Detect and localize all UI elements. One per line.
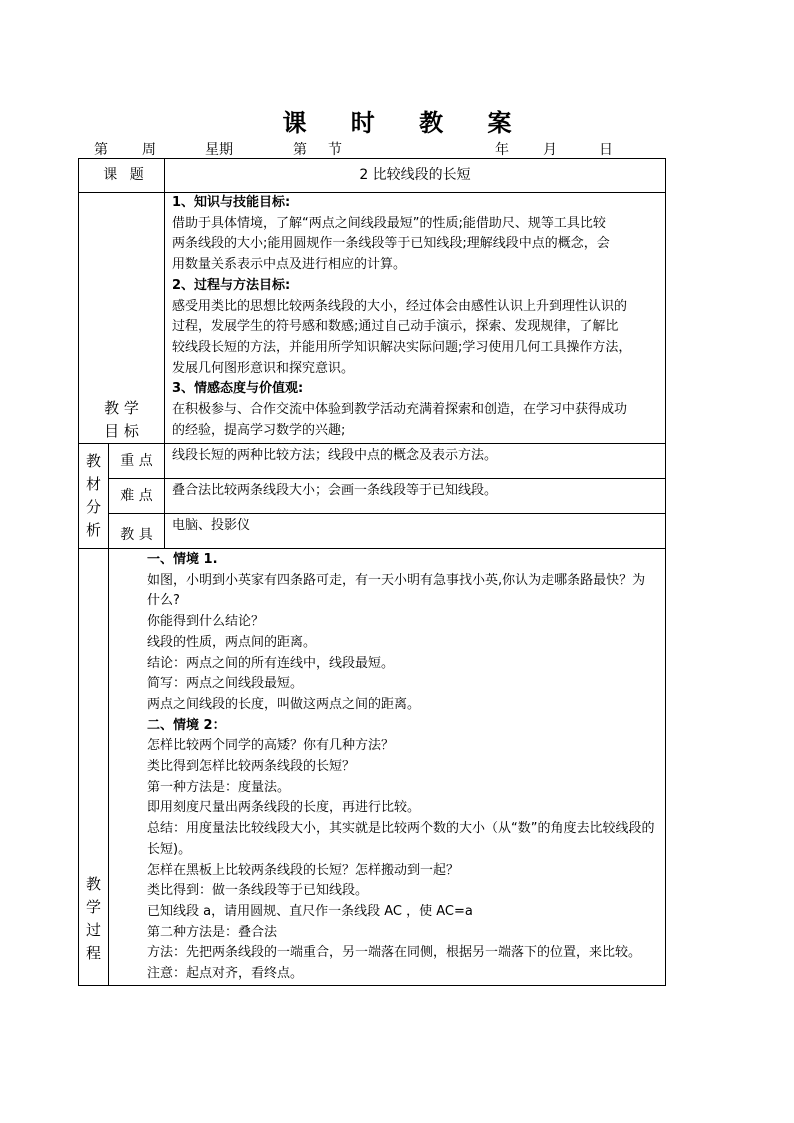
objective-line: 发展几何图形意识和探究意识。 [172, 360, 355, 376]
process-line: 第一种方法是：度量法。 [147, 779, 291, 795]
topic-value: 2 比较线段的长短 [165, 159, 666, 193]
objectives-label [79, 193, 165, 444]
lesson-plan-table [78, 158, 666, 986]
objectives-label-bottom: 目 标 [104, 422, 139, 440]
analysis-label-char: 析 [85, 521, 101, 539]
process-line: 怎样在黑板上比较两条线段的长短？怎样搬动到一起？ [147, 862, 460, 878]
objective-line: 过程，发展学生的符号感和数感;通过自己动手演示，探索、发现规律，了解比 [172, 319, 619, 335]
date-period-prefix: 第 [293, 142, 307, 158]
analysis-label-char: 分 [85, 498, 101, 516]
analysis-row-key [79, 444, 666, 479]
process-row [79, 549, 666, 986]
process-line: 类比得到：做一条线段等于已知线段。 [147, 883, 369, 899]
objective-line: 用数量关系表示中点及进行相应的计算。 [172, 257, 407, 273]
objectives-row [79, 193, 666, 444]
objective-line: 较线段长短的方法，并能用所学知识解决实际问题;学习使用几何工具操作方法， [172, 339, 632, 355]
date-month: 月 [543, 142, 557, 158]
process-line: 长短)。 [147, 841, 192, 857]
key-points-label: 重 点 [109, 444, 165, 479]
process-line: 第二种方法是：叠合法 [147, 924, 278, 940]
process-line: 方法：先把两条线段的一端重合，另一端落在同侧，根据另一端落下的位置，来比较。 [147, 945, 642, 961]
objective-line: 感受用类比的思想比较两条线段的大小，经过体会由感性认识上升到理性认识的 [172, 298, 628, 314]
process-line: 怎样比较两个同学的高矮？你有几种方法？ [147, 738, 395, 754]
analysis-label-char: 材 [85, 475, 101, 493]
process-line: 什么? [147, 593, 180, 609]
objective-heading-attitude: 3、情感态度与价值观: [172, 381, 304, 397]
process-line: 总结：用度量法比较线段大小，其实就是比较两个数的大小（从“数”的角度去比较线段的 [147, 821, 655, 837]
difficult-points-label: 难 点 [109, 479, 165, 514]
process-label-char: 过 [85, 921, 101, 939]
process-content [109, 549, 666, 986]
process-line: 你能得到什么结论？ [147, 614, 265, 630]
objectives-label-top: 教 学 [104, 399, 139, 417]
date-weekday: 星期 [205, 142, 233, 158]
objective-line: 的经验，提高学习数学的兴趣; [172, 422, 346, 438]
process-label [79, 549, 109, 986]
analysis-row-tools [79, 514, 666, 549]
analysis-label-char: 教 [85, 452, 101, 470]
process-line: 即用刻度尺量出两条线段的长度，再进行比较。 [147, 800, 421, 816]
process-heading-1: 一、情境 1. [147, 552, 218, 567]
objective-line: 借助于具体情境，了解“两点之间线段最短”的性质;能借助尺、规等工具比较 [172, 215, 606, 231]
date-line [78, 139, 664, 159]
objectives-content [165, 193, 666, 444]
analysis-label [79, 444, 109, 549]
date-year: 年 [495, 142, 509, 158]
teaching-tools-value: 电脑、投影仪 [165, 514, 666, 549]
process-heading-2: 二、情境 2： [147, 717, 226, 733]
process-line: 类比得到怎样比较两条线段的长短？ [147, 759, 356, 775]
date-day: 日 [599, 142, 613, 158]
objective-heading-process: 2、过程与方法目标: [172, 277, 291, 293]
difficult-points-value: 叠合法比较两条线段大小；会画一条线段等于已知线段。 [165, 479, 666, 514]
key-points-value: 线段长短的两种比较方法；线段中点的概念及表示方法。 [165, 444, 666, 479]
teaching-tools-label: 教 具 [109, 514, 165, 549]
process-label-char: 程 [85, 944, 101, 962]
date-week-suffix: 周 [142, 142, 156, 158]
process-line: 结论：两点之间的所有连线中，线段最短。 [147, 655, 395, 671]
analysis-row-difficult [79, 479, 666, 514]
topic-row [79, 159, 666, 193]
date-period-suffix: 节 [328, 142, 342, 158]
objective-heading-knowledge: 1、知识与技能目标: [172, 195, 291, 210]
process-line: 如图，小明到小英家有四条路可走，有一天小明有急事找小英,你认为走哪条路最快？为 [147, 572, 646, 588]
process-line: 线段的性质，两点间的距离。 [147, 634, 317, 650]
process-label-char: 教 [85, 875, 101, 893]
topic-label: 课 题 [79, 159, 165, 193]
process-line: 已知线段 a，请用圆规、直尺作一条线段 AC ，使 AC=a [147, 903, 473, 919]
page-title: 课 时 教 案 [282, 109, 530, 137]
process-line: 简写：两点之间线段最短。 [147, 676, 304, 692]
objective-line: 在积极参与、合作交流中体验到教学活动充满着探索和创造，在学习中获得成功 [172, 402, 628, 418]
process-line: 注意：起点对齐，看终点。 [147, 966, 304, 982]
objective-line: 两条线段的大小;能用圆规作一条线段等于已知线段;理解线段中点的概念，会 [172, 236, 610, 252]
process-line: 两点之间线段的长度，叫做这两点之间的距离。 [147, 696, 421, 712]
process-label-char: 学 [85, 898, 101, 916]
date-week-prefix: 第 [94, 142, 108, 158]
